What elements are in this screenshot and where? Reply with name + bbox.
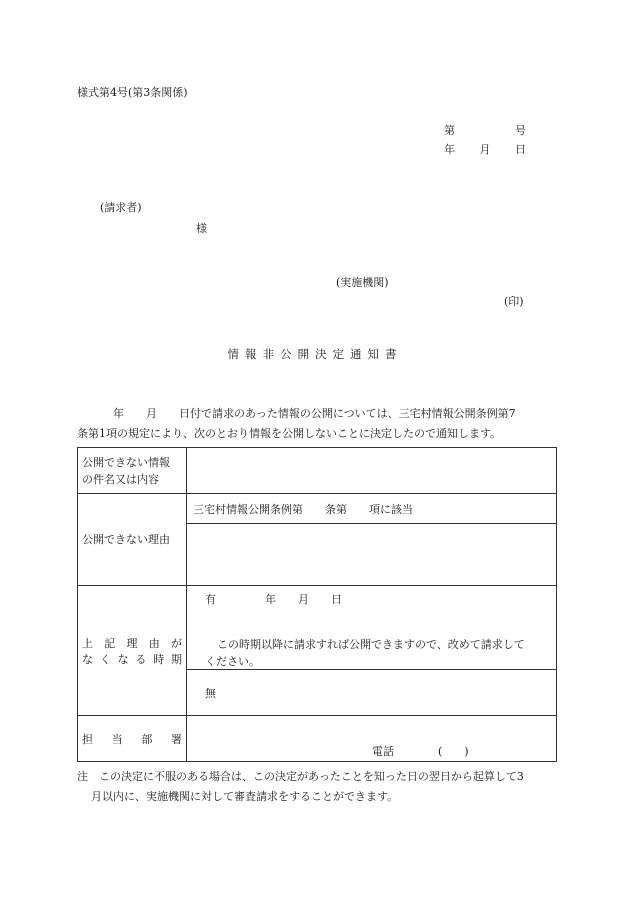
subject-label-line-1: 公開できない情報: [82, 455, 170, 469]
period-message-line-1: この時期以降に請求すれば公開できますので、改めて請求して: [217, 638, 525, 651]
requester-label: (請求者): [100, 201, 142, 214]
subject-label-line-2: の件名又は内容: [82, 472, 159, 486]
period-yes-label: 有: [205, 593, 216, 606]
body-line-1: 年 月 日付で請求のあった情報の公開については、三宅村情報公開条例第7: [113, 407, 516, 420]
footnote-line-1: 注 この決定に不服のある場合は、この決定があったことを知った日の翌日から起算して3: [77, 770, 524, 783]
number-prefix: 第: [444, 124, 455, 137]
subject-value-cell: [187, 448, 557, 494]
period-message: [205, 636, 565, 670]
date-year: 年: [444, 143, 455, 156]
reason-clause-cell: [187, 494, 557, 524]
reason-detail-cell: [187, 524, 557, 586]
row-period-yes: [78, 586, 557, 670]
footnote: [77, 767, 557, 807]
form-number: 様式第4号(第3条関係): [77, 86, 188, 99]
agency-label: (実施機関): [336, 276, 389, 289]
subject-label-cell: [78, 448, 187, 494]
date-line: [444, 141, 526, 157]
period-yes-cell: [187, 586, 557, 670]
department-phone: 電話 ( ): [372, 745, 469, 758]
period-no-label: 無: [205, 686, 216, 700]
department-label-cell: [78, 716, 187, 762]
date-day: 日: [515, 143, 526, 156]
decision-table: [77, 447, 557, 762]
period-date: 年 月 日: [265, 593, 342, 606]
body-line-2: 条第1項の規定により、次のとおり情報を公開しないことに決定したので通知します。: [77, 427, 502, 440]
reason-label: 公開できない理由: [82, 533, 170, 546]
document-number-line: [444, 122, 526, 138]
period-label-line-1: 上 記 理 由 が: [82, 636, 182, 650]
period-label-line-2: な く な る 時 期: [82, 652, 182, 666]
period-message-line-2: ください。: [205, 655, 260, 668]
row-department: [78, 716, 557, 762]
department-value-cell: [187, 716, 557, 762]
number-suffix: 号: [515, 124, 526, 137]
honorific: 様: [196, 222, 207, 235]
reason-label-cell: [78, 494, 187, 586]
row-reason-clause: [78, 494, 557, 524]
footnote-line-2: 月以内に、実施機関に対して審査請求をすることができます。: [91, 790, 399, 803]
row-subject: [78, 448, 557, 494]
reason-clause: 三宅村情報公開条例第 条第 項に該当: [193, 502, 413, 516]
period-label-cell: [78, 586, 187, 716]
date-month: 月: [479, 143, 491, 156]
department-label: 担 当 部 署: [82, 732, 182, 746]
seal-mark: (印): [504, 295, 524, 308]
period-no-cell: [187, 670, 557, 716]
notice-body: [77, 404, 557, 444]
document-title: 情報非公開決定通知書: [227, 347, 403, 361]
